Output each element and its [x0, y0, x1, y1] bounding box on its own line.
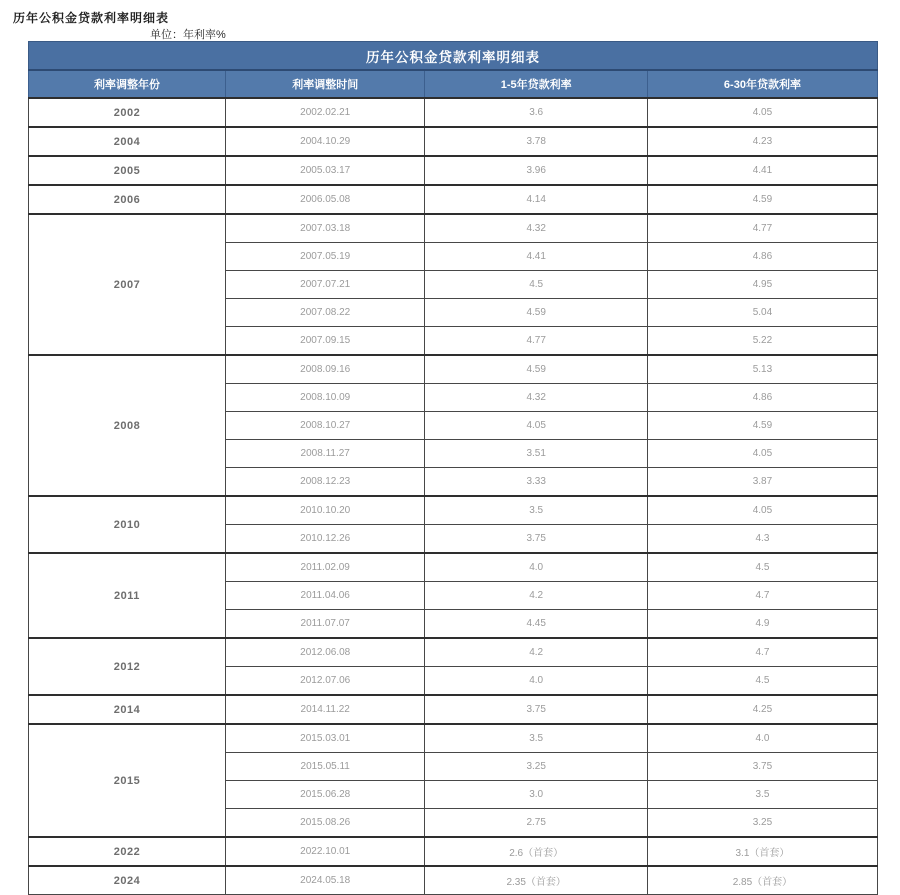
- table-header-row: [29, 70, 878, 98]
- year-cell: 2012: [29, 638, 226, 695]
- column-header-year: 利率调整年份: [29, 70, 226, 98]
- rate-1-5-cell: 4.5: [425, 271, 647, 299]
- table-row: [29, 127, 878, 156]
- date-cell: 2006.05.08: [225, 185, 425, 214]
- table-row: [29, 156, 878, 185]
- date-cell: 2015.03.01: [225, 724, 425, 753]
- rate-6-30-cell: 5.22: [647, 327, 877, 356]
- date-cell: 2014.11.22: [225, 695, 425, 724]
- date-cell: 2007.07.21: [225, 271, 425, 299]
- rate-1-5-cell: 3.5: [425, 496, 647, 525]
- table-row: [29, 553, 878, 582]
- rate-6-30-cell: 4.7: [647, 638, 877, 667]
- rate-6-30-cell: 4.41: [647, 156, 877, 185]
- rate-1-5-cell: 3.5: [425, 724, 647, 753]
- rate-1-5-cell: 4.77: [425, 327, 647, 356]
- rate-1-5-cell: 3.78: [425, 127, 647, 156]
- date-cell: 2015.08.26: [225, 809, 425, 838]
- rates-table: [28, 41, 878, 895]
- rate-1-5-cell: 3.75: [425, 695, 647, 724]
- table-row: [29, 355, 878, 384]
- rate-6-30-cell: 4.5: [647, 667, 877, 696]
- year-cell: 2008: [29, 355, 226, 496]
- rate-1-5-cell: 4.32: [425, 384, 647, 412]
- column-header-rate-1-5: 1-5年贷款利率: [425, 70, 647, 98]
- year-cell: 2010: [29, 496, 226, 553]
- column-header-date: 利率调整时间: [225, 70, 425, 98]
- rate-1-5-cell: 2.75: [425, 809, 647, 838]
- year-cell: 2014: [29, 695, 226, 724]
- rate-6-30-cell: 4.23: [647, 127, 877, 156]
- table-row: [29, 496, 878, 525]
- date-cell: 2007.05.19: [225, 243, 425, 271]
- date-cell: 2015.05.11: [225, 753, 425, 781]
- date-cell: 2010.10.20: [225, 496, 425, 525]
- rate-1-5-cell: 3.0: [425, 781, 647, 809]
- rate-6-30-cell: 4.05: [647, 440, 877, 468]
- rate-6-30-cell: 4.95: [647, 271, 877, 299]
- date-cell: 2008.12.23: [225, 468, 425, 497]
- date-cell: 2022.10.01: [225, 837, 425, 866]
- rate-1-5-cell: 3.33: [425, 468, 647, 497]
- date-cell: 2005.03.17: [225, 156, 425, 185]
- table-row: [29, 866, 878, 895]
- rate-6-30-cell: 2.85（首套）: [647, 866, 877, 895]
- date-cell: 2007.03.18: [225, 214, 425, 243]
- rate-1-5-cell: 4.0: [425, 553, 647, 582]
- table-row: [29, 837, 878, 866]
- rate-6-30-cell: 4.86: [647, 384, 877, 412]
- year-cell: 2006: [29, 185, 226, 214]
- rate-1-5-cell: 4.0: [425, 667, 647, 696]
- rate-6-30-cell: 4.86: [647, 243, 877, 271]
- rate-6-30-cell: 3.5: [647, 781, 877, 809]
- column-header-rate-6-30: 6-30年贷款利率: [647, 70, 877, 98]
- table-row: [29, 185, 878, 214]
- rate-1-5-cell: 3.6: [425, 98, 647, 127]
- table-row: [29, 724, 878, 753]
- year-cell: 2022: [29, 837, 226, 866]
- rate-1-5-cell: 4.41: [425, 243, 647, 271]
- date-cell: 2024.05.18: [225, 866, 425, 895]
- page-title: 历年公积金贷款利率明细表: [13, 11, 170, 25]
- table-title: 历年公积金贷款利率明细表: [29, 42, 878, 71]
- rate-6-30-cell: 5.04: [647, 299, 877, 327]
- date-cell: 2015.06.28: [225, 781, 425, 809]
- unit-label: 单位：年利率%: [150, 29, 226, 41]
- rate-6-30-cell: 3.25: [647, 809, 877, 838]
- date-cell: 2011.02.09: [225, 553, 425, 582]
- table-body: [29, 98, 878, 895]
- rate-6-30-cell: 4.7: [647, 582, 877, 610]
- year-cell: 2007: [29, 214, 226, 355]
- year-cell: 2015: [29, 724, 226, 837]
- rate-6-30-cell: 4.0: [647, 724, 877, 753]
- date-cell: 2012.06.08: [225, 638, 425, 667]
- year-cell: 2011: [29, 553, 226, 638]
- date-cell: 2004.10.29: [225, 127, 425, 156]
- year-cell: 2004: [29, 127, 226, 156]
- rate-6-30-cell: 4.25: [647, 695, 877, 724]
- table-title-row: [29, 42, 878, 71]
- rate-6-30-cell: 3.75: [647, 753, 877, 781]
- rate-1-5-cell: 4.2: [425, 638, 647, 667]
- rate-6-30-cell: 4.05: [647, 98, 877, 127]
- date-cell: 2008.10.09: [225, 384, 425, 412]
- date-cell: 2008.09.16: [225, 355, 425, 384]
- rate-6-30-cell: 3.87: [647, 468, 877, 497]
- rate-1-5-cell: 4.2: [425, 582, 647, 610]
- year-cell: 2024: [29, 866, 226, 895]
- rate-1-5-cell: 3.51: [425, 440, 647, 468]
- rate-1-5-cell: 3.75: [425, 525, 647, 554]
- date-cell: 2011.07.07: [225, 610, 425, 639]
- rate-6-30-cell: 4.3: [647, 525, 877, 554]
- table-row: [29, 214, 878, 243]
- date-cell: 2012.07.06: [225, 667, 425, 696]
- rate-1-5-cell: 4.59: [425, 299, 647, 327]
- rate-6-30-cell: 4.59: [647, 185, 877, 214]
- rate-6-30-cell: 4.77: [647, 214, 877, 243]
- rate-1-5-cell: 4.45: [425, 610, 647, 639]
- rate-1-5-cell: 4.05: [425, 412, 647, 440]
- rate-6-30-cell: 4.59: [647, 412, 877, 440]
- year-cell: 2005: [29, 156, 226, 185]
- rate-1-5-cell: 2.6（首套）: [425, 837, 647, 866]
- rate-6-30-cell: 5.13: [647, 355, 877, 384]
- year-cell: 2002: [29, 98, 226, 127]
- rate-1-5-cell: 2.35（首套）: [425, 866, 647, 895]
- rate-1-5-cell: 3.25: [425, 753, 647, 781]
- table-row: [29, 638, 878, 667]
- rate-1-5-cell: 4.59: [425, 355, 647, 384]
- date-cell: 2008.10.27: [225, 412, 425, 440]
- rate-6-30-cell: 3.1（首套）: [647, 837, 877, 866]
- table-row: [29, 695, 878, 724]
- rate-1-5-cell: 4.32: [425, 214, 647, 243]
- date-cell: 2007.09.15: [225, 327, 425, 356]
- date-cell: 2007.08.22: [225, 299, 425, 327]
- date-cell: 2008.11.27: [225, 440, 425, 468]
- date-cell: 2011.04.06: [225, 582, 425, 610]
- table-row: [29, 98, 878, 127]
- date-cell: 2002.02.21: [225, 98, 425, 127]
- rate-6-30-cell: 4.9: [647, 610, 877, 639]
- rate-6-30-cell: 4.5: [647, 553, 877, 582]
- rate-1-5-cell: 3.96: [425, 156, 647, 185]
- rate-6-30-cell: 4.05: [647, 496, 877, 525]
- date-cell: 2010.12.26: [225, 525, 425, 554]
- rate-1-5-cell: 4.14: [425, 185, 647, 214]
